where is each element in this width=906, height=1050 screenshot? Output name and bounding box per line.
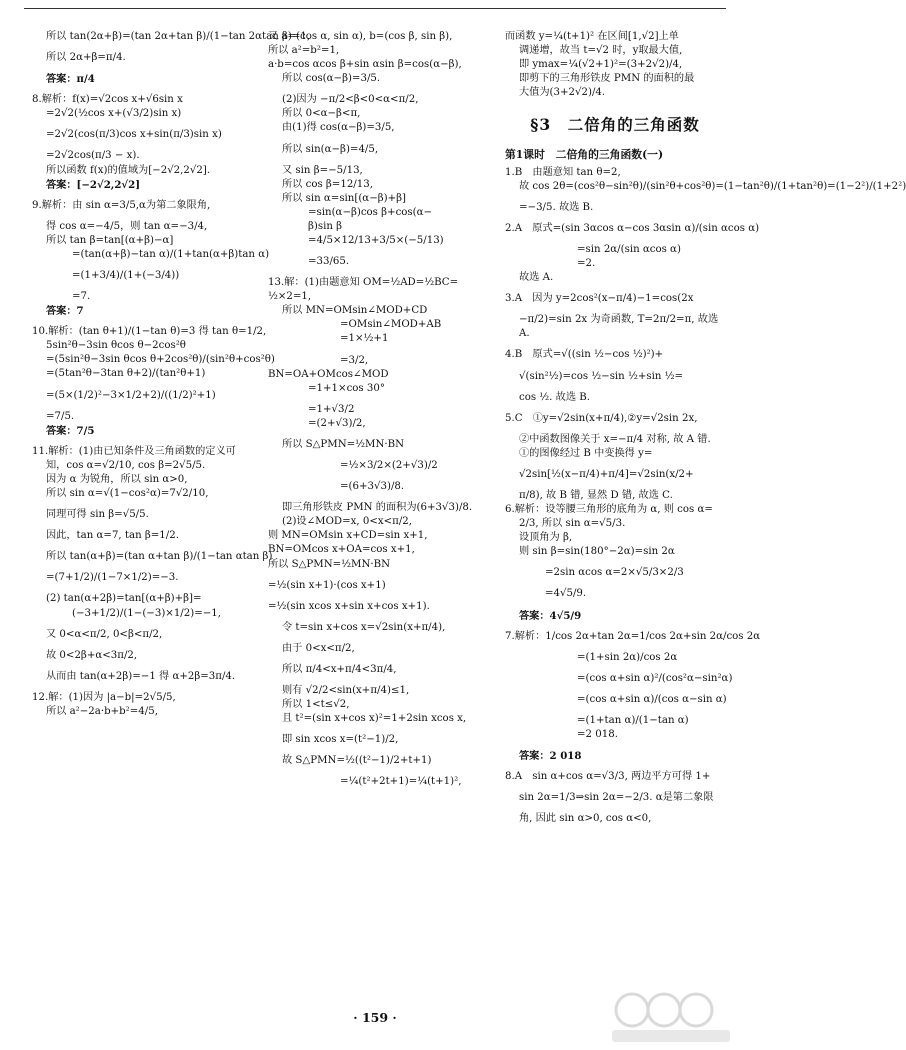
- text-line: ②中函数图像关于 x=−π/4 对称, 故 A 错.: [519, 433, 711, 445]
- text-line: =2√2(½cos x+(√3/2)sin x): [46, 108, 182, 120]
- text-line: =2√2cos(π/3 − x).: [46, 150, 140, 162]
- text-line: ①的图像经过 B 中变换得 y=: [519, 447, 653, 459]
- text-line: =sin(α−β)cos β+cos(α−: [308, 206, 433, 218]
- text-line: (−3+1/2)/(1−(−3)×1/2)=−1,: [72, 607, 221, 619]
- text-line: 角, 因此 sin α>0, cos α<0,: [519, 813, 652, 825]
- text-line: 10.解析：(tan θ+1)/(1−tan θ)=3 得 tan θ=1/2,: [32, 326, 267, 338]
- section-title: §3 二倍角的三角函数: [530, 115, 700, 135]
- text-line: 得 cos α=−4/5，则 tan α=−3/4,: [46, 220, 208, 232]
- text-line: 所以 tan(α+β)=(tan α+tan β)/(1−tan αtan β): [46, 551, 273, 563]
- text-line: =33/65.: [308, 256, 350, 268]
- text-line: 所以 MN=OMsin∠MOD+CD: [282, 305, 428, 317]
- text-line: =(1+tan α)/(1−tan α): [577, 714, 689, 726]
- text-line: 所以 π/4<x+π/4<3π/4,: [282, 663, 397, 675]
- text-line: 大值为(3+2√2)/4.: [519, 87, 606, 99]
- text-line: 所以 cos(α−β)=3/5.: [282, 73, 381, 85]
- lesson-title: 第1课时 二倍角的三角函数(一): [505, 147, 664, 161]
- text-line: =(cos α+sin α)²/(cos²α−sin²α): [577, 672, 733, 684]
- text-line: 5.C ①y=√2sin(x+π/4),②y=√2sin 2x,: [505, 412, 698, 424]
- text-line: =7.: [72, 291, 91, 303]
- text-line: 知，cos α=√2/10, cos β=2√5/5.: [46, 459, 206, 471]
- text-line: =(1+3/4)/(1+(−3/4)): [72, 270, 180, 282]
- text-line: =OMsin∠MOD+AB: [340, 319, 442, 331]
- text-line: 所以 S△PMN=½MN·BN: [268, 558, 391, 570]
- text-line: 所以 sin α=sin[(α−β)+β]: [282, 192, 406, 204]
- text-line: 即剪下的三角形铁皮 PMN 的面积的最: [519, 73, 695, 85]
- text-line: (2)因为 −π/2<β<0<α<π/2,: [282, 94, 419, 106]
- text-line: 所以 sin α=√(1−cos²α)=7√2/10,: [46, 488, 209, 500]
- text-line: =(tan(α+β)−tan α)/(1+tan(α+β)tan α): [72, 248, 270, 260]
- text-line: √2sin[½(x−π/4)+π/4]=√2sin(x/2+: [519, 468, 694, 480]
- text-line: 故 0<2β+α<3π/2,: [46, 649, 138, 661]
- text-line: 即三角形铁皮 PMN 的面积为(6+3√3)/8.: [282, 502, 473, 514]
- text-line: =1+√3/2: [308, 403, 355, 415]
- text-line: 所以 S△PMN=½MN·BN: [282, 438, 405, 450]
- text-line: 所以 2α+β=π/4.: [46, 52, 126, 64]
- text-line: =½(sin xcos x+sin x+cos x+1).: [268, 600, 430, 612]
- watermark-logo: [602, 988, 740, 1044]
- text-line: 故 S△PMN=½((t²−1)/2+t+1): [282, 755, 432, 767]
- text-line: 7.解析：1/cos 2α+tan 2α=1/cos 2α+sin 2α/cos 2α: [505, 630, 761, 642]
- text-line: 同理可得 sin β=√5/5.: [46, 509, 149, 521]
- text-line: 8.解析：f(x)=√2cos x+√6sin x: [32, 94, 183, 106]
- text-line: =2.: [577, 258, 596, 270]
- text-line: 从而由 tan(α+2β)=−1 得 α+2β=3π/4.: [46, 670, 236, 682]
- text-line: 即 sin xcos x=(t²−1)/2,: [282, 734, 399, 746]
- text-line: =(6+3√3)/8.: [340, 481, 405, 493]
- text-line: =1+1×cos 30°: [308, 382, 385, 394]
- text-line: 答案：7: [46, 305, 84, 318]
- text-line: 12.解：(1)因为 |a−b|=2√5/5,: [32, 691, 176, 703]
- text-line: =2 018.: [577, 729, 618, 740]
- text-line: 令 t=sin x+cos x=√2sin(x+π/4),: [282, 621, 446, 633]
- text-line: 3.A 因为 y=2cos²(x−π/4)−1=cos(2x: [505, 293, 694, 305]
- text-line: sin 2α=1/3⇒sin 2α=−2/3. α是第二象限: [519, 792, 714, 804]
- text-line: √(sin²½)=cos ½−sin ½+sin ½=: [519, 370, 684, 382]
- text-line: 则 MN=OMsin x+CD=sin x+1,: [268, 530, 428, 542]
- text-line: 答案：7/5: [46, 424, 95, 437]
- text-line: =1×½+1: [340, 333, 389, 345]
- text-line: 则 sin β=sin(180°−2α)=sin 2α: [519, 546, 675, 558]
- text-line: 答案：[−2√2,2√2]: [46, 178, 141, 191]
- header-rule: [24, 8, 726, 9]
- text-line: 2/3, 所以 sin α=√5/3.: [519, 518, 626, 530]
- text-line: A.: [519, 328, 530, 340]
- text-line: =(7+1/2)/(1−7×1/2)=−3.: [46, 572, 179, 584]
- text-line: 2.A 原式=(sin 3αcos α−cos 3αsin α)/(sin αcos α): [505, 222, 760, 234]
- text-line: BN=OMcos x+OA=cos x+1,: [268, 544, 415, 556]
- text-line: 6.解析：设等腰三角形的底角为 α, 则 cos α=: [505, 504, 713, 516]
- text-line: 由(1)得 cos(α−β)=3/5,: [282, 122, 395, 134]
- column-middle: [268, 30, 486, 990]
- text-line: a·b=cos αcos β+sin αsin β=cos(α−β),: [268, 59, 462, 71]
- text-line: =½×3/2×(2+√3)/2: [340, 460, 438, 472]
- text-line: 则有 √2/2<sin(x+π/4)≤1,: [282, 684, 410, 696]
- text-line: 又 0<α<π/2, 0<β<π/2,: [46, 628, 163, 640]
- text-line: 5sin²θ−3sin θcos θ−2cos²θ: [46, 340, 186, 352]
- text-line: 所以 0<α−β<π,: [282, 108, 361, 120]
- text-line: =7/5.: [46, 410, 75, 422]
- text-line: 答案：π/4: [46, 73, 95, 86]
- text-line: 即 ymax=¼(√2+1)²=(3+2√2)/4,: [519, 59, 683, 71]
- text-line: 故 cos 2θ=(cos²θ−sin²θ)/(sin²θ+cos²θ)=(1−tan²θ)/(1+tan²θ)=(1−2²)/(1+2²): [519, 180, 906, 192]
- text-line: 所以函数 f(x)的值域为[−2√2,2√2].: [46, 164, 211, 176]
- text-line: =(5×(1/2)²−3×1/2+2)/((1/2)²+1): [46, 389, 216, 401]
- column-right: [505, 30, 906, 990]
- text-line: (2) tan(α+2β)=tan[(α+β)+β]=: [46, 593, 202, 605]
- text-line: 所以 a²−2a·b+b²=4/5,: [46, 705, 158, 717]
- text-line: =2sin αcos α=2×√5/3×2/3: [545, 567, 684, 579]
- text-line: π/8), 故 B 错, 显然 D 错, 故选 C.: [519, 489, 673, 501]
- text-line: cos ½. 故选 B.: [519, 391, 590, 403]
- page-number: · 159 ·: [353, 1009, 397, 1025]
- text-line: 所以 tan(2α+β)=(tan 2α+tan β)/(1−tan 2αtan β)=1,: [46, 31, 311, 42]
- text-line: 因此，tan α=7, tan β=1/2.: [46, 530, 179, 542]
- text-line: 所以 1<t≤√2,: [282, 699, 350, 711]
- text-line: 调递增，故当 t=√2 时，y取最大值,: [519, 45, 683, 57]
- column-right-bottom: [505, 166, 906, 827]
- text-line: 11.解析：(1)由已知条件及三角函数的定义可: [32, 445, 236, 457]
- text-line: 设顶角为 β,: [519, 532, 573, 544]
- text-line: 所以 sin(α−β)=4/5,: [282, 143, 379, 155]
- text-line: 而函数 y=¼(t+1)² 在区间[1,√2]上单: [505, 31, 679, 42]
- text-line: =3/2,: [340, 354, 369, 366]
- column-right-top: [505, 30, 725, 100]
- text-line: =¼(t²+2t+1)=¼(t+1)²,: [340, 776, 462, 788]
- text-line: 所以 a²=b²=1,: [268, 45, 340, 57]
- text-line: =(2+√3)/2,: [308, 417, 366, 429]
- text-line: =4/5×12/13+3/5×(−5/13): [308, 235, 444, 247]
- text-line: =−3/5. 故选 B.: [519, 201, 594, 213]
- text-line: 4.B 原式=√((sin ½−cos ½)²)+: [505, 349, 664, 361]
- text-line: 答案：4√5/9: [519, 609, 582, 622]
- text-line: 9.解析：由 sin α=3/5,α为第二象限角,: [32, 199, 211, 211]
- text-line: =4√5/9.: [545, 588, 587, 600]
- text-line: β)sin β: [308, 220, 343, 232]
- text-line: =(1+sin 2α)/cos 2α: [577, 651, 678, 663]
- text-line: 13.解：(1)由题意知 OM=½AD=½BC=: [268, 277, 459, 289]
- text-line: 答案：2 018: [519, 750, 582, 763]
- text-line: BN=OA+OMcos∠MOD: [268, 368, 389, 380]
- text-line: 又 sin β=−5/13,: [282, 164, 363, 176]
- text-line: 1.B 由题意知 tan θ=2,: [505, 166, 621, 178]
- text-line: 故选 A.: [519, 272, 554, 284]
- text-line: 又 a=(cos α, sin α), b=(cos β, sin β),: [268, 31, 453, 42]
- text-line: =(5sin²θ−3sin θcos θ+2cos²θ)/(sin²θ+cos²θ): [46, 354, 275, 366]
- text-line: =2√2(cos(π/3)cos x+sin(π/3)sin x): [46, 129, 222, 141]
- text-line: 所以 tan β=tan[(α+β)−α]: [46, 234, 174, 246]
- text-line: 由于 0<x<π/2,: [282, 642, 355, 654]
- text-line: (2)设∠MOD=x, 0<x<π/2,: [282, 516, 413, 528]
- text-line: =(cos α+sin α)/(cos α−sin α): [577, 693, 727, 705]
- text-line: 8.A sin α+cos α=√3/3, 两边平方可得 1+: [505, 771, 711, 783]
- text-line: 且 t²=(sin x+cos x)²=1+2sin xcos x,: [282, 713, 467, 725]
- text-line: 因为 α 为锐角，所以 sin α>0,: [46, 473, 188, 485]
- text-line: =(5tan²θ−3tan θ+2)/(tan²θ+1): [46, 368, 206, 380]
- text-line: =sin 2α/(sin αcos α): [577, 243, 681, 255]
- text-line: =½(sin x+1)·(cos x+1): [268, 579, 386, 591]
- text-line: −π/2)=sin 2x 为奇函数, T=2π/2=π, 故选: [519, 314, 719, 326]
- text-line: ½×2=1,: [268, 291, 312, 303]
- text-line: 所以 cos β=12/13,: [282, 178, 373, 190]
